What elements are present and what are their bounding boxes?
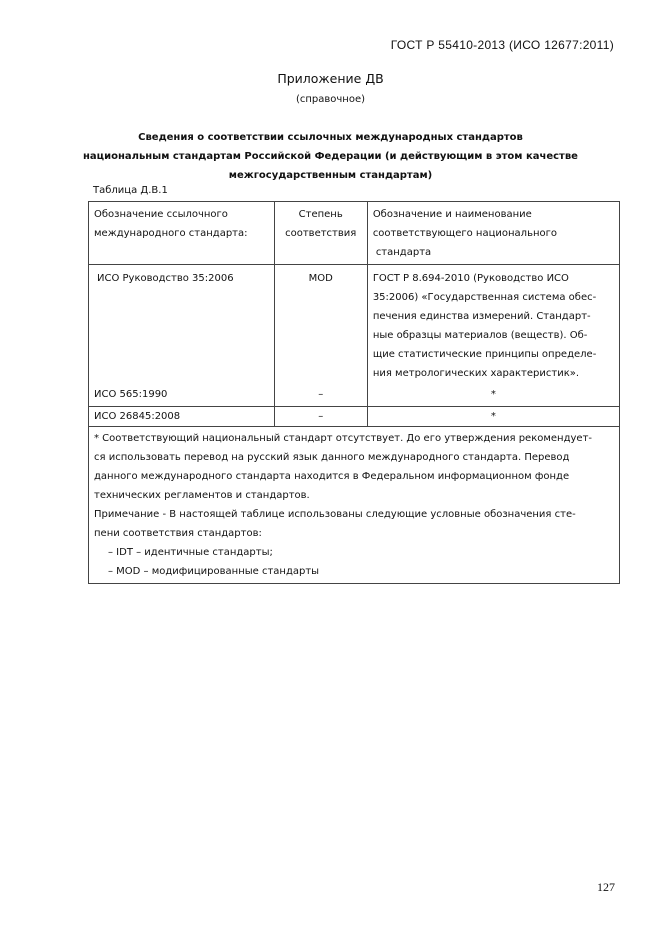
heading-line: национальным стандартам Российской Федерации (и действующим в этом качестве xyxy=(83,151,578,162)
cell-reference: ИСО Руководство 35:2006 xyxy=(89,265,275,386)
header-cell-degree: Степень соответствия xyxy=(274,202,367,265)
cell-degree: – xyxy=(274,385,367,407)
note-item: – IDT – идентичные стандарты; xyxy=(108,547,273,558)
cell-reference: ИСО 26845:2008 xyxy=(89,407,275,427)
footnote-line: * Соответствующий национальный стандарт отсутствует. До его утверждения рекомендует- xyxy=(94,433,592,444)
cell-degree: – xyxy=(274,407,367,427)
note-item: – MOD – модифицированные стандарты xyxy=(108,566,320,577)
note-line: пени соответствия стандартов: xyxy=(94,528,262,539)
cell-national: ГОСТ Р 8.694-2010 (Руководство ИСО 35:2006) «Государственная система обес- печения единства измерений. Стандарт- ные образцы материалов (веществ). Об- щие статистические принципы определе- ния метрологических характеристик». xyxy=(367,265,619,386)
heading-line: Сведения о соответствии ссылочных международных стандартов xyxy=(138,132,523,143)
table-row xyxy=(89,407,620,427)
table-row xyxy=(89,385,620,407)
footnote-cell xyxy=(89,427,620,584)
appendix-subtitle: (справочное) xyxy=(295,94,366,105)
heading-line: межгосударственным стандартам) xyxy=(228,170,433,181)
table-footnote-row xyxy=(89,427,620,584)
cell-national: * xyxy=(367,385,619,407)
cell-national: * xyxy=(367,407,619,427)
header-cell-reference: Обозначение ссылочного международного стандарта: xyxy=(89,202,275,265)
cell-reference: ИСО 565:1990 xyxy=(89,385,275,407)
header-cell-national: Обозначение и наименование соответствующего национального стандарта xyxy=(367,202,619,265)
table-header-row xyxy=(89,202,620,265)
table-label: Таблица Д.В.1 xyxy=(93,185,168,196)
page-number: 127 xyxy=(597,880,615,894)
note-line: Примечание - В настоящей таблице использованы следующие условные обозначения сте- xyxy=(94,509,576,520)
appendix-title: Приложение ДВ xyxy=(277,71,384,86)
cell-degree: MOD xyxy=(274,265,367,386)
standards-table xyxy=(88,201,620,584)
footnote-line: ся использовать перевод на русский язык данного международного стандарта. Перевод xyxy=(94,452,570,463)
footnote-line: данного международного стандарта находится в Федеральном информационном фонде xyxy=(94,471,570,482)
table-row xyxy=(89,265,620,386)
footnote-line: технических регламентов и стандартов. xyxy=(94,490,310,501)
document-code: ГОСТ Р 55410-2013 (ИСО 12677:2011) xyxy=(390,38,614,52)
section-heading xyxy=(0,128,661,185)
